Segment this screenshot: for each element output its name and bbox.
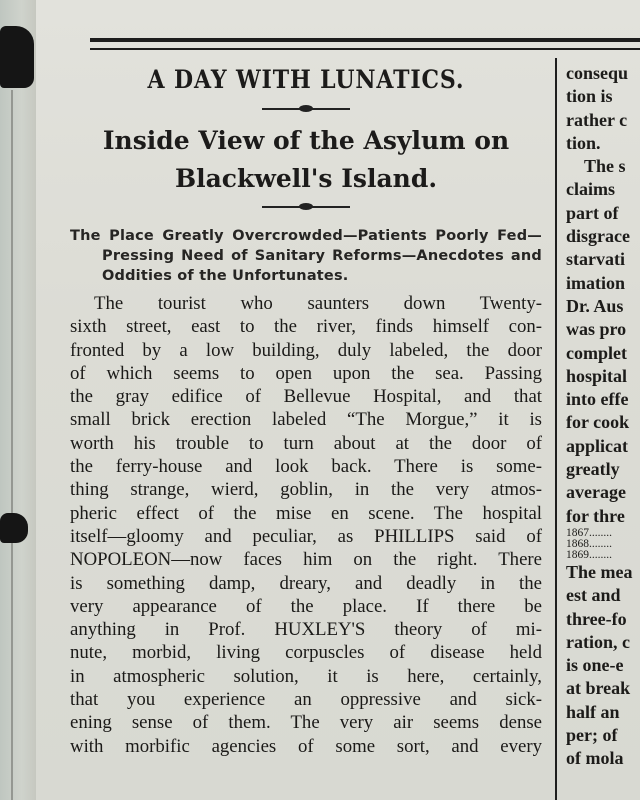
body-line: thing strange, wierd, goblin, in the very atmos-	[70, 479, 542, 501]
side-line: into effe	[566, 389, 629, 410]
ink-blot-top	[0, 26, 34, 88]
body-line: the ferry-house and look back. There is some-	[70, 456, 542, 478]
body-line: sixth street, east to the river, finds himself con-	[70, 316, 542, 338]
side-line: ration, c	[566, 631, 630, 652]
side-line: consequ	[566, 63, 629, 83]
side-line: at break	[566, 678, 631, 699]
ornament-divider	[70, 198, 542, 216]
body-line: is something damp, dreary, and deadly in the	[70, 572, 542, 594]
body-line: that you experience an oppressive and sick-	[70, 689, 542, 711]
article-column	[70, 60, 542, 758]
body-line: with morbific agencies of some sort, and every	[70, 735, 542, 757]
side-line: three-fo	[566, 608, 627, 629]
body-line: NOPOLEON—now faces him on the right. There	[70, 549, 542, 571]
table-row: 1867........	[566, 526, 612, 539]
body-line: very appearance of the place. If there be	[70, 595, 542, 617]
body-line: anything in Prof. HUXLEY'S theory of mi-	[70, 619, 542, 641]
adjacent-column	[566, 62, 640, 771]
side-line: starvati	[566, 249, 625, 270]
side-line: The mea	[566, 561, 633, 582]
side-line: average	[566, 482, 626, 503]
book-spine	[0, 0, 36, 800]
side-line: is one-e	[566, 655, 624, 676]
body-line: itself—gloomy and peculiar, as PHILLIPS said of	[70, 525, 542, 547]
side-line: greatly	[566, 459, 620, 480]
ink-blot-middle	[0, 513, 28, 543]
subheadline-line: Inside View of the Asylum on	[102, 126, 510, 155]
side-line: tion is	[566, 86, 613, 107]
side-line: est and	[566, 585, 621, 606]
side-line: hospital	[566, 365, 628, 386]
side-line: per; of	[566, 725, 618, 746]
body-line: nute, morbid, living corpuscles of disease held	[70, 642, 542, 664]
ornament-divider	[70, 100, 542, 118]
article-deck: The Place Greatly Overcrowded—Patients Poorly Fed—Pressing Need of Sanitary Reforms—Anecdotes and Oddities of the Unfortunates.	[70, 228, 542, 284]
side-line: complet	[566, 342, 627, 363]
column-top-rule	[90, 38, 640, 50]
side-line: half an	[566, 701, 620, 722]
body-line: ening sense of them. The very air seems dense	[70, 712, 542, 734]
side-line: was pro	[566, 319, 627, 340]
body-line: fronted by a low building, duly labeled, the door	[70, 339, 542, 361]
side-line: rather c	[566, 109, 628, 130]
body-line: pheric effect of the mise en scene. The hospital	[70, 502, 542, 524]
side-line: of mola	[566, 748, 624, 769]
side-line: Dr. Aus	[566, 295, 624, 316]
headline: A DAY WITH LUNATICS.	[147, 65, 465, 94]
article-body	[70, 292, 542, 758]
body-line: small brick erection labeled “The Morgue,” it is	[70, 409, 542, 431]
side-line: for thre	[566, 505, 625, 526]
side-line: part of	[566, 202, 619, 223]
spine-crease	[11, 90, 13, 800]
subheadline-line: Blackwell's Island.	[174, 164, 438, 193]
side-line: The s	[584, 156, 626, 177]
side-line: applicat	[566, 435, 629, 456]
side-line: disgrace	[566, 226, 630, 247]
body-line: of which seems to open upon the sea. Passing	[70, 362, 542, 384]
body-line: the gray edifice of Bellevue Hospital, and that	[70, 386, 542, 408]
table-row: 1869........	[566, 548, 612, 561]
body-line: The tourist who saunters down Twenty-	[94, 293, 542, 314]
body-line: worth his trouble to turn about at the door of	[70, 432, 542, 454]
column-divider	[555, 58, 557, 800]
subheadline	[70, 122, 542, 198]
side-line: tion.	[566, 132, 601, 153]
body-line: in atmospheric solution, it is here, certainly,	[70, 665, 542, 687]
side-line: claims	[566, 179, 615, 200]
side-line: imation	[566, 272, 626, 293]
table-row: 1868........	[566, 537, 612, 550]
side-line: for cook	[566, 412, 630, 433]
